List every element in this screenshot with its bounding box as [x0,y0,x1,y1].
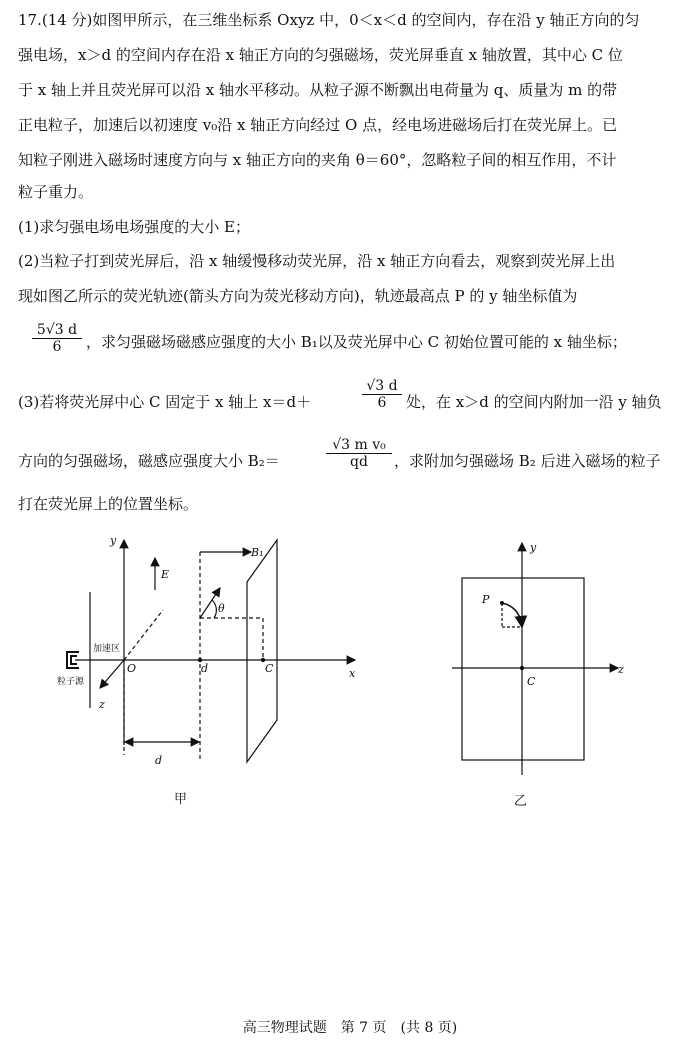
label-theta: θ [218,602,225,615]
label-z: z [99,698,105,711]
fluorescent-screen [247,540,277,762]
figure-yi [450,535,650,785]
problem-line-3: 于 x 轴上并且荧光屏可以沿 x 轴水平移动。从粒子源不断飘出电荷量为 q、质量为 m 的带 [18,81,618,99]
fraction-denominator: 6 [377,395,387,411]
label-c: C [527,675,536,688]
question-2-line-2: 现如图乙所示的荧光轨迹(箭头方向为荧光移动方向)，轨迹最高点 P 的 y 轴坐标值为 [18,287,578,305]
label-c: C [265,662,274,675]
problem-line-2: 强电场，x＞d 的空间内存在沿 x 轴正方向的匀强磁场，荧光屏垂直 x 轴放置，其中心 C 位 [18,46,623,64]
z-axis [100,660,124,688]
problem-line-5: 知粒子刚进入磁场时速度方向与 x 轴正方向的夹角 θ＝60°，忽略粒子间的相互作用，不计 [18,151,617,169]
question-2-line-1: (2)当粒子打到荧光屏后，沿 x 轴缓慢移动荧光屏，沿 x 轴正方向看去，观察到荧光屏上出 [18,252,616,270]
question-2-line-3: ，求匀强磁场磁感应强度的大小 B₁以及荧光屏中心 C 初始位置可能的 x 轴坐标； [86,333,627,351]
label-b1: B₁ [251,546,264,559]
trajectory-arc [502,603,522,627]
question-3-line-2a: 方向的匀强磁场，磁感应强度大小 B₂＝ [18,452,280,470]
point-p [500,601,504,605]
label-y: y [110,534,117,547]
label-x: x [349,667,356,680]
fraction-p-height [32,322,82,355]
label-e: E [161,568,170,581]
question-3-line-1b: 处，在 x＞d 的空间内附加一沿 y 轴负 [406,393,662,411]
caption-yi: 乙 [514,794,528,809]
theta-arc [212,600,216,618]
label-o: O [127,662,137,675]
question-1: (1)求匀强电场电场强度的大小 E； [18,218,250,236]
label-source: 粒子源 [57,677,85,687]
question-3-line-2b: ，求附加匀强磁场 B₂ 后进入磁场的粒子 [394,452,661,470]
question-3-line-3: 打在荧光屏上的位置坐标。 [18,495,199,513]
fraction-denominator: 6 [52,339,62,355]
label-y: y [530,541,537,554]
velocity-arrow [200,588,220,618]
problem-line-4: 正电粒子，加速后以初速度 v₀沿 x 轴正方向经过 O 点，经电场进磁场后打在荧光屏上。已 [18,116,618,134]
label-z: z [618,663,624,676]
fraction-b2 [326,437,392,470]
page-footer: 高三物理试题 第 7 页 (共 8 页) [242,1020,458,1036]
label-d-dim: d [155,754,163,767]
fraction-numerator: √3 m v₀ [326,437,392,454]
caption-jia: 甲 [174,792,188,807]
question-3-line-1a: (3)若将荧光屏中心 C 固定于 x 轴上 x＝d＋ [18,393,312,411]
fraction-screen-position [362,378,402,411]
figure-jia [55,530,375,790]
point-c [520,666,524,670]
fraction-numerator: √3 d [362,378,402,395]
dashed-line [124,610,163,660]
problem-line-6: 粒子重力。 [18,183,94,201]
label-p: P [482,593,490,606]
fraction-denominator: qd [350,454,368,470]
problem-line-1: 17.(14 分)如图甲所示，在三维坐标系 Oxyz 中，0＜x＜d 的空间内，存在沿 y 轴正方向的匀 [18,11,640,29]
label-accel-zone: 加速区 [93,644,121,654]
fraction-numerator: 5√3 d [32,322,82,339]
label-d-point: d [201,662,209,675]
